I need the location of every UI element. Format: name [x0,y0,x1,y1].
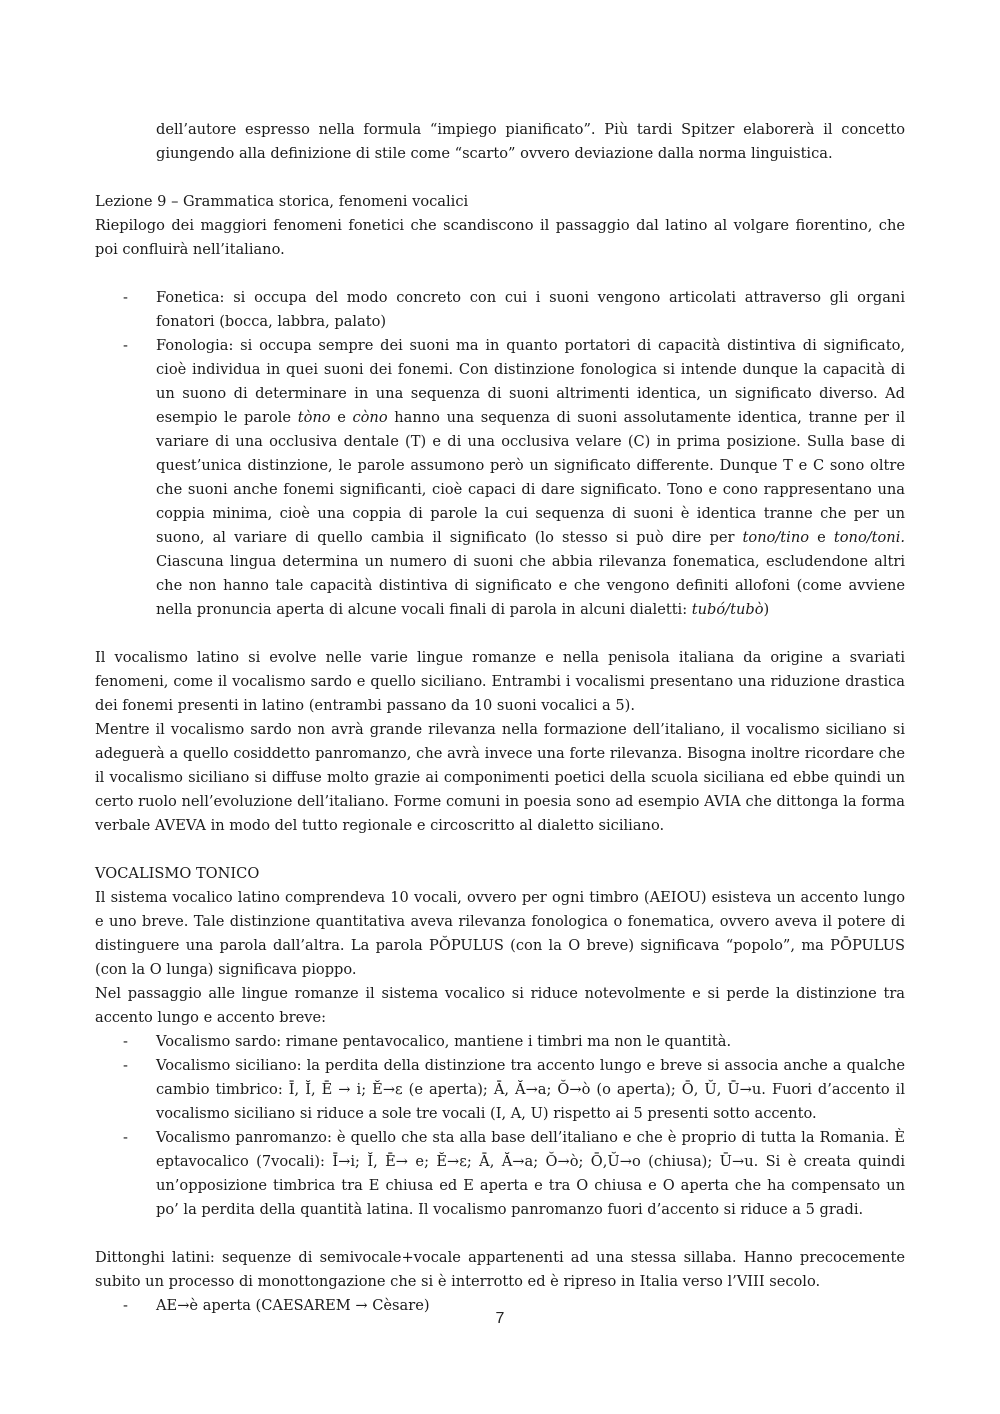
definitions-list [95,286,905,622]
bullet-dash: - [123,1297,128,1314]
bullet-dash: - [123,1033,128,1050]
example-tubo: tubó/tubò [691,601,764,618]
fonologia-text: ) [763,601,770,618]
fonologia-text: hanno una sequenza di suoni assolutamente identica, tranne per il variare di una occlusiva dentale (T) e di una occlusiva velare (C) in prima posizione. Sulla base di quest’unica distinzione, le parole assumono però un significato differente. Dunque T e C sono oltre che suoni anche fonemi significanti, cioè capaci di dare significato. Tono e cono rappresentano una coppia minima, cioè una coppia di parole la cui sequenza di suoni è identica tranne che per un suono, al variare di quello cambia il significato (lo stesso si può dire per [156,409,905,546]
fonologia-text: e [330,409,353,426]
bullet-dash: - [123,337,128,354]
example-word-cono: còno [352,409,388,426]
list-item-panromanzo [95,1126,905,1222]
document-body [95,118,905,1318]
lesson-intro-paragraph: Riepilogo dei maggiori fenomeni fonetici che scandiscono il passaggio dal latino al volgare fiorentino, che poi confluirà nell’italiano. [95,217,905,258]
example-tono-toni: tono/toni. [833,529,905,546]
example-word-tono: tòno [297,409,331,426]
tonic-paragraph-1: Il sistema vocalico latino comprendeva 10 vocali, ovvero per ogni timbro (AEIOU) esisteva un accento lungo e uno breve. Tale distinzione quantitativa aveva rilevanza fonologica o fonematica, ovvero aveva il potere di distinguere una parola dall’altra. La parola PŎPULUS (con la O breve) significava “popolo”, ma PŌPULUS (con la O lunga) significava pioppo. [95,889,905,978]
example-tono-tino: tono/tino [742,529,810,546]
list-item-fonetica [95,286,905,334]
bullet-dash: - [123,1057,128,1074]
list-item-text: Vocalismo siciliano: la perdita della distinzione tra accento lungo e breve si associa anche a qualche cambio timbrico: Ī, Ĭ, Ē → i; Ĕ→ε (e aperta); Ā, Ă→a; Ŏ→ò (o aperta); Ō, Ŭ, Ū→u. Fuori d’accento il vocalismo siciliano si riduce a sole tre vocali (I, A, U) rispetto ai 5 presenti sotto accento. [156,1057,905,1122]
list-item-text: Vocalismo panromanzo: è quello che sta alla base dell’italiano e che è proprio di tutta la Romania. È eptavocalico (7vocali): Ī→i; Ĭ, Ē→ e; Ĕ→ε; Ā, Ă→a; Ŏ→ò; Ō,Ŭ→o (chiusa); Ū→u. Si è creata quindi un’opposizione timbrica tra E chiusa ed E aperta e tra O chiusa e O aperta che ha compensato un po’ la perdita della quantità latina. Il vocalismo panromanzo fuori d’accento si riduce a 5 gradi. [156,1129,905,1218]
page-number: 7 [495,1310,505,1327]
bullet-dash: - [123,1129,128,1146]
tonic-paragraph-2: Nel passaggio alle lingue romanze il sistema vocalico si riduce notevolmente e si perde la distinzione tra accento lungo e accento breve: [95,985,905,1026]
fonologia-text: Fonologia: si occupa sempre dei suoni ma in quanto portatori di capacità distintiva di significato, cioè individua in quei suoni dei fonemi. Con distinzione fonologica si intende dunque la capacità di un suono di determinare in una sequenza di suoni altrimenti identica, un significato diverso. Ad esempio le parole [156,337,905,426]
vocalism-paragraph-1: Il vocalismo latino si evolve nelle varie lingue romanze e nella penisola italiana da origine a svariati fenomeni, come il vocalismo sardo e quello siciliano. Entrambi i vocalismi presentano una riduzione drastica dei fonemi presenti in latino (entrambi passano da 10 suoni vocalici a 5). [95,649,905,714]
tonic-list [95,1030,905,1222]
list-item-text: AE→è aperta (CAESAREM → Cèsare) [156,1297,430,1314]
list-item-text: Vocalismo sardo: rimane pentavocalico, mantiene i timbri ma non le quantità. [156,1033,732,1050]
fonologia-text: e [809,529,834,546]
diphthongs-paragraph: Dittonghi latini: sequenze di semivocale+vocale appartenenti ad una stessa sillaba. Hanno precocemente subito un processo di monottongazione che si è interrotto ed è ripreso in Italia verso l’VIII secolo. [95,1249,905,1290]
lesson-title: Lezione 9 – Grammatica storica, fenomeni vocalici [95,193,469,210]
bullet-dash: - [123,289,128,306]
fonologia-text: Ciascuna lingua determina un numero di suoni che abbia rilevanza fonematica, escludendone altri che non hanno tale capacità distintiva di significato e che vengono definiti allofoni (come avviene nella pronuncia aperta di alcune vocali finali di parola in alcuni dialetti: [156,553,905,618]
fonetica-text: Fonetica: si occupa del modo concreto con cui i suoni vengono articolati attraverso gli organi fonatori (bocca, labbra, palato) [156,289,905,330]
list-item-siciliano [95,1054,905,1126]
vocalism-paragraph-2: Mentre il vocalismo sardo non avrà grande rilevanza nella formazione dell’italiano, il vocalismo siciliano si adeguerà a quello cosiddetto panromanzo, che avrà invece una forte rilevanza. Bisogna inoltre ricordare che il vocalismo siciliano si diffuse molto grazie ai componimenti poetici della scuola siciliana ed ebbe quindi un certo ruolo nell’evoluzione dell’italiano. Forme comuni in poesia sono ad esempio AVIA che dittonga la forma verbale AVEVA in modo del tutto regionale e circoscritto al dialetto siciliano. [95,721,905,834]
tonic-heading: VOCALISMO TONICO [95,865,260,882]
intro-continued-paragraph: dell’autore espresso nella formula “impiego pianificato”. Più tardi Spitzer elaborerà il concetto giungendo alla definizione di stile come “scarto” ovvero deviazione dalla norma linguistica. [156,121,905,162]
list-item-fonologia [95,334,905,622]
list-item-sardo [95,1030,905,1054]
